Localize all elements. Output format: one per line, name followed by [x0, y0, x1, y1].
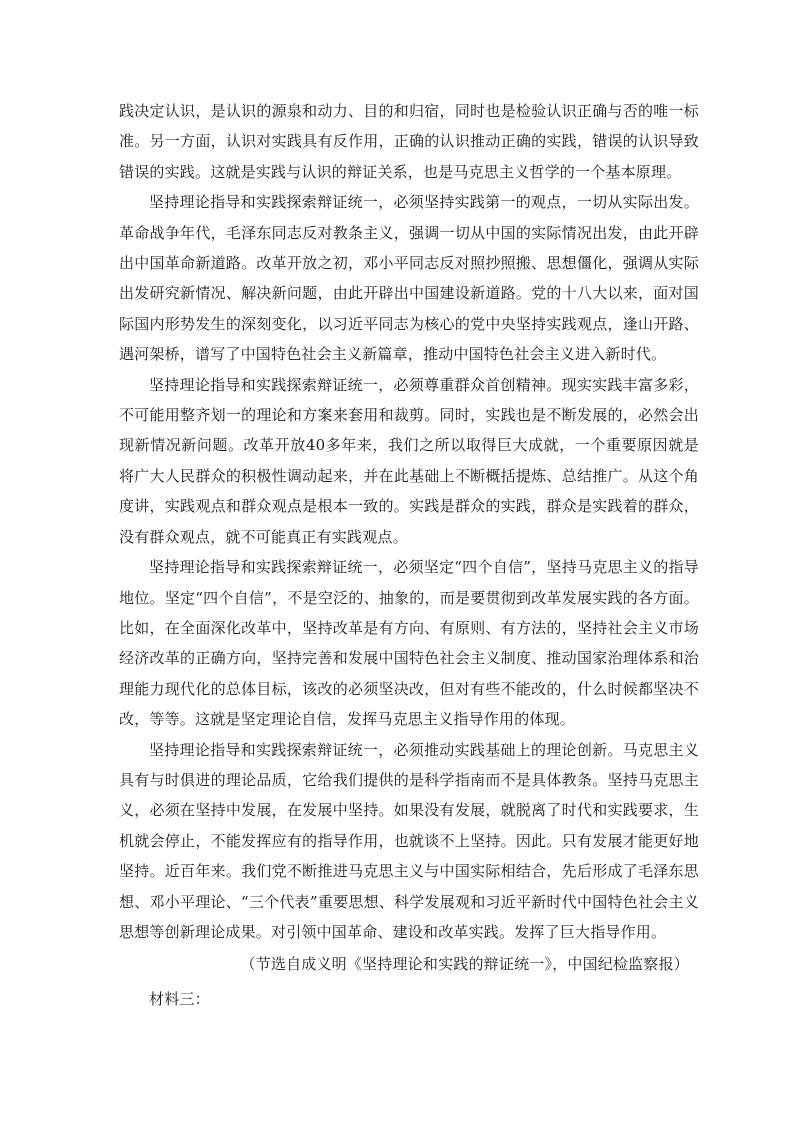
paragraph-theory-innovation: 坚持理论指导和实践探索辩证统一，必须推动实践基础上的理论创新。马克思主义具有与时俱进的理论品质，它给我们提供的是科学指南而不是具体教条。坚持马克思主义，必须在坚持中发展，在发展中坚持。如果没有发展，就脱离了时代和实践要求，生机就会停止，不能发挥应有的指导作用，也就谈不上坚持。因此。只有发展才能更好地坚持。近百年来。我们党不断推进马克思主义与中国实际相结合，先后形成了毛泽东思想、邓小平理论、“三个代表”重要思想、科学发展观和习近平新时代中国特色社会主义思想等创新理论成果。对引领中国革命、建设和改革实践。发挥了巨大指导作用。 — [119, 740, 699, 941]
paragraph-continuation: 践决定认识，是认识的源泉和动力、目的和归宿，同时也是检验认识正确与否的唯一标准。另一方面，认识对实践具有反作用，正确的认识推动正确的实践，错误的认识导致错误的实践。这就是实践与认识的辩证关系，也是马克思主义哲学的一个基本原理。 — [119, 102, 699, 181]
paragraph-respect-masses: 坚持理论指导和实践探索辩证统一，必须尊重群众首创精神。现实实践丰富多彩，不可能用整齐划一的理论和方案来套用和裁剪。同时，实践也是不断发展的，必然会出现新情况新问题。改革开放40多年来，我们之所以取得巨大成就，一个重要原因就是将广大人民群众的积极性调动起来，并在此基础上不断概括提炼、总结推广。从这个角度讲，实践观点和群众观点是根本一致的。实践是群众的实践，群众是实践着的群众，没有群众观点，就不可能真正有实践观点。 — [119, 375, 699, 546]
section-heading-material-three: 材料三： — [149, 989, 210, 1008]
source-citation: （节选自成义明《坚持理论和实践的辩证统一》，中国纪检监察报） — [240, 955, 689, 974]
document-page — [119, 96, 699, 1014]
paragraph-practice-first: 坚持理论指导和实践探索辩证统一，必须坚持实践第一的观点，一切从实际出发。革命战争年代，毛泽东同志反对教条主义，强调一切从中国的实际情况出发，由此开辟出中国革命新道路。改革开放之初，邓小平同志反对照抄照搬、思想僵化，强调从实际出发研究新情况、解决新问题，由此开辟出中国建设新道路。党的十八大以来，面对国际国内形势发生的深刻变化，以习近平同志为核心的党中央坚持实践观点，逢山开路、遇河架桥，谱写了中国特色社会主义新篇章，推动中国特色社会主义进入新时代。 — [119, 193, 699, 364]
paragraph-four-confidences: 坚持理论指导和实践探索辩证统一，必须坚定“四个自信”，坚持马克思主义的指导地位。坚定“四个自信”，不是空泛的、抽象的，而是要贯彻到改革发展实践的各方面。比如，在全面深化改革中，坚持改革是有方向、有原则、有方法的，坚持社会主义市场经济改革的正确方向，坚持完善和发展中国特色社会主义制度、推动国家治理体系和治理能力现代化的总体目标，该改的必须坚决改，但对有些不能改的，什么时候都坚决不改，等等。这就是坚定理论自信，发挥马克思主义指导作用的体现。 — [119, 558, 699, 729]
